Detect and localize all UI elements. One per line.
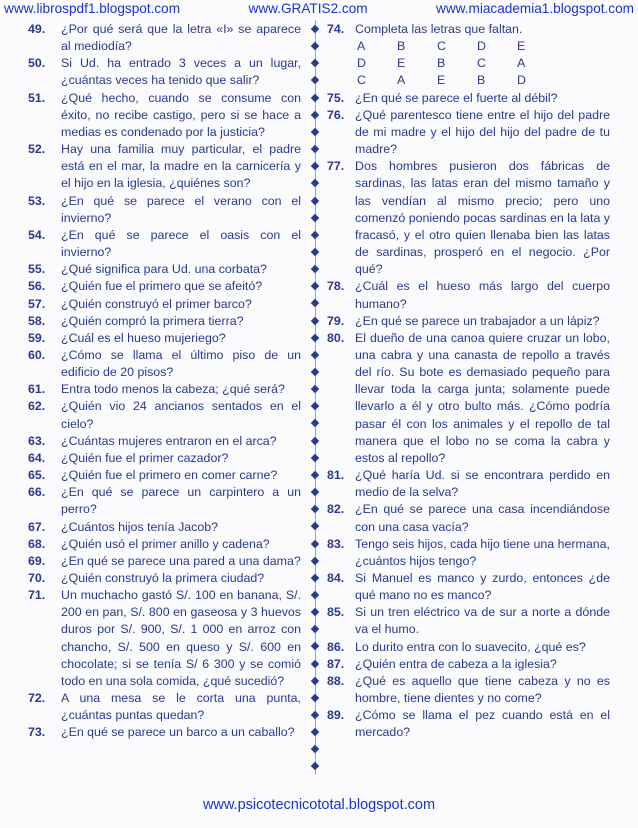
grid-letter: C: [437, 39, 446, 54]
divider-diamond: [311, 574, 319, 582]
divider-diamond: [311, 676, 319, 684]
question-84: [327, 570, 610, 604]
question-text: ¿Quién usó el primer anillo y cadena?: [61, 536, 270, 551]
divider-diamond: [311, 368, 319, 376]
divider-diamond: [311, 145, 319, 153]
divider-diamond: [311, 659, 319, 667]
divider-diamond: [311, 93, 319, 101]
question-80: [327, 330, 610, 467]
question-text: ¿En qué se parece el verano con el invierno?: [61, 193, 301, 225]
question-number: 71.: [28, 588, 46, 603]
question-65: [28, 467, 301, 484]
question-text: ¿Cuántos hijos tenía Jacob?: [61, 519, 219, 534]
question-text: Hay una familia muy particular, el padre está en el mar, la madre en la carnicería y el hijo en la iglesia, ¿quiénes son?: [61, 142, 301, 191]
divider-diamond: [311, 265, 319, 273]
question-text: ¿En qué se parece un barco a un caballo?: [61, 725, 295, 740]
question-number: 77.: [327, 159, 345, 174]
question-text: Si un tren eléctrico va de sur a norte a dónde va el humo.: [355, 605, 610, 637]
question-number: 89.: [327, 708, 345, 723]
divider-diamond: [311, 76, 319, 84]
question-number: 56.: [28, 279, 46, 294]
question-text: Si Ud. ha entrado 3 veces a un lugar, ¿cuántas veces ha tenido que salir?: [61, 56, 301, 88]
question-54: [28, 227, 301, 261]
right-questions: [327, 90, 610, 742]
question-number: 59.: [28, 330, 46, 345]
grid-letter: E: [437, 73, 446, 88]
divider-diamond: [311, 59, 319, 67]
question-text: ¿En qué se parece una casa incendiándose con una casa vacía?: [355, 502, 610, 534]
divider-diamond: [311, 333, 319, 341]
divider-diamond: [311, 128, 319, 136]
question-text: ¿En qué se parece un trabajador a un lápiz?: [355, 313, 600, 328]
question-64: [28, 450, 301, 467]
question-number: 49.: [28, 22, 46, 36]
question-number: 88.: [327, 673, 345, 688]
divider-diamond: [311, 522, 319, 530]
divider-diamond: [311, 316, 319, 324]
question-text: ¿Qué hecho, cuando se consume con éxito, no recibe castigo, pero si se hace a medias es condenado por la justicia?: [61, 90, 301, 139]
question-88: [327, 673, 610, 707]
question-number: 78.: [327, 279, 345, 294]
divider-diamond: [311, 436, 319, 444]
divider-diamond: [311, 556, 319, 564]
divider-diamond: [311, 419, 319, 427]
question-number: 65.: [28, 468, 46, 483]
question-79: [327, 313, 610, 330]
question-81: [327, 467, 610, 501]
grid-letter: B: [397, 39, 406, 54]
question-85: [327, 604, 610, 638]
grid-letter: B: [477, 73, 486, 88]
header-link-librospdf1[interactable]: www.librospdf1.blogspot.com: [4, 1, 181, 16]
question-87: [327, 656, 610, 673]
divider-diamond: [311, 642, 319, 650]
right-column: [327, 21, 610, 742]
question-53: [28, 193, 301, 227]
question-75: [327, 90, 610, 107]
footer-link-psicotecnicototal[interactable]: www.psicotecnicototal.blogspot.com: [202, 797, 436, 813]
question-58: [28, 313, 301, 330]
question-text: ¿Por qué será que la letra «I» se aparece al mediodía?: [61, 22, 301, 54]
question-text: A una mesa se le corta una punta, ¿cuántas puntas quedan?: [61, 691, 301, 723]
divider-diamond: [311, 694, 319, 702]
question-number: 51.: [28, 90, 46, 105]
grid-letter: D: [357, 56, 366, 71]
question-number: 72.: [28, 691, 46, 706]
question-86: [327, 639, 610, 656]
question-number: 52.: [28, 142, 46, 157]
divider-diamond: [311, 454, 319, 462]
question-text: ¿Quién fue el primero que se afeitó?: [61, 279, 263, 294]
letter-grid: [355, 38, 610, 89]
question-text: El dueño de una canoa quiere cruzar un lobo, una cabra y una canasta de repollo a través del río. Su bote es demasiado pequeño para llevar toda la carga junta; solamente puede llevarlo a él y otro bulto más. ¿Cómo podría pasar él con los animales y el repollo de tal manera que el lobo no se coma la cabra y estos al repollo?: [355, 330, 610, 465]
grid-letter: C: [477, 56, 486, 71]
divider-diamond: [311, 213, 319, 221]
question-63: [28, 433, 301, 450]
header: [0, 0, 638, 17]
divider-diamond: [311, 711, 319, 719]
grid-letter: A: [517, 56, 526, 71]
question-text: ¿Qué es aquello que tiene cabeza y no es hombre, tiene dientes y no come?: [355, 673, 610, 706]
divider-diamond: [311, 231, 319, 239]
question-text: ¿Cuál es el hueso mujeriego?: [61, 330, 226, 345]
question-number: 58.: [28, 313, 46, 328]
question-83: [327, 536, 610, 570]
question-number: 74.: [327, 22, 345, 36]
question-62: [28, 398, 301, 432]
question-78: [327, 278, 610, 312]
divider-diamond: [311, 608, 319, 616]
question-89: [327, 707, 610, 741]
question-text: ¿En qué se parece una pared a una dama?: [61, 553, 301, 568]
question-number: 84.: [327, 571, 345, 585]
question-text: ¿En qué se parece el fuerte al débil?: [355, 90, 558, 105]
question-text: Lo durito entra con lo suavecito, ¿qué es?: [355, 639, 586, 654]
divider-diamond: [311, 488, 319, 496]
question-71: [28, 587, 301, 690]
question-number: 75.: [327, 90, 345, 105]
question-text: Un muchacho gastó S/. 100 en banana, S/. 200 en pan, S/. 800 en gaseosa y 3 huevos duros por S/. 900, S/. 1 000 en arroz con chancho, S/. 500 en queso y S/. 600 en chocolate; si se tenía S/ 6 300 y se comió todo en una sola comida, ¿qué sucedió?: [61, 588, 301, 688]
question-51: [28, 90, 301, 141]
question-number: 83.: [327, 536, 345, 551]
question-text: ¿En qué se parece el oasis con el invierno?: [61, 227, 301, 260]
divider-diamond: [311, 299, 319, 307]
question-number: 70.: [28, 571, 46, 585]
question-59: [28, 330, 301, 347]
question-50: [28, 55, 301, 89]
question-69: [28, 553, 301, 570]
question-text: ¿Cómo se llama el pez cuando está en el mercado?: [355, 708, 610, 740]
question-text: Completa las letras que faltan.: [355, 22, 523, 36]
question-57: [28, 296, 301, 313]
question-text: ¿Quién construyó la primera ciudad?: [61, 571, 265, 585]
question-number: 67.: [28, 519, 46, 534]
question-text: ¿Quién compró la primera tierra?: [61, 313, 244, 328]
question-67: [28, 519, 301, 536]
question-number: 61.: [28, 382, 46, 397]
question-number: 82.: [327, 502, 345, 517]
question-number: 50.: [28, 56, 46, 71]
question-text: ¿Cuántas mujeres entraron en el arca?: [61, 433, 277, 448]
divider-diamond: [311, 745, 319, 753]
question-number: 69.: [28, 553, 46, 568]
divider-diamond: [311, 42, 319, 50]
question-text: ¿Quién fue el primer cazador?: [61, 450, 229, 465]
grid-letter: E: [517, 39, 526, 54]
question-61: [28, 381, 301, 398]
question-number: 80.: [327, 330, 345, 345]
question-74: [327, 21, 610, 38]
question-text: ¿En qué se parece un carpintero a un perro?: [61, 485, 301, 517]
question-text: ¿Quién construyó el primer barco?: [61, 296, 252, 311]
question-text: ¿Cuál es el hueso más largo del cuerpo humano?: [355, 279, 610, 311]
question-text: ¿Quién vio 24 ancianos sentados en el cielo?: [61, 399, 301, 431]
question-52: [28, 141, 301, 192]
question-text: Tengo seis hijos, cada hijo tiene una hermana, ¿cuántos hijos tengo?: [355, 536, 610, 568]
question-text: Entra todo menos la cabeza; ¿qué será?: [61, 382, 285, 397]
question-55: [28, 261, 301, 278]
question-72: [28, 690, 301, 724]
question-73: [28, 724, 301, 741]
question-number: 86.: [327, 639, 345, 654]
grid-letter: E: [397, 56, 406, 71]
question-number: 64.: [28, 450, 46, 465]
divider-diamond: [311, 282, 319, 290]
divider-diamond: [311, 385, 319, 393]
question-text: ¿Cómo se llama el último piso de un edificio de 20 pisos?: [61, 347, 301, 380]
divider-diamond: [311, 505, 319, 513]
header-link-miacademia1[interactable]: www.miacademia1.blogspot.com: [436, 1, 634, 16]
divider-diamond: [311, 539, 319, 547]
grid-letter: A: [397, 73, 406, 88]
question-text: ¿Qué parentesco tiene entre el hijo del padre de mi madre y el hijo del hijo del padre de tu madre?: [355, 107, 610, 157]
question-number: 54.: [28, 227, 46, 242]
divider-diamond: [311, 179, 319, 187]
divider-diamond: [311, 351, 319, 359]
question-number: 79.: [327, 313, 345, 328]
question-text: Dos hombres pusieron dos fábricas de sardinas, las latas eran del mismo tamaño y las vendían al mismo precio; pero uno comenzó poniendo pocas sardinas en la lata y fracasó, y el otro quien llenaba bien las latas de sardinas, prosperó en el negocio. ¿Por qué?: [355, 159, 610, 277]
divider-diamond: [311, 248, 319, 256]
question-77: [327, 158, 610, 278]
grid-letter: A: [357, 39, 366, 54]
divider-diamond: [311, 25, 319, 33]
question-number: 81.: [327, 468, 345, 483]
question-56: [28, 278, 301, 295]
question-number: 85.: [327, 605, 345, 620]
question-number: 76.: [327, 107, 345, 122]
divider-diamond: [311, 196, 319, 204]
question-text: Si Manuel es manco y zurdo, entonces ¿de qué mano no es manco?: [355, 571, 610, 603]
question-number: 87.: [327, 656, 345, 671]
divider-diamond: [311, 625, 319, 633]
left-column: [28, 21, 301, 742]
question-68: [28, 536, 301, 553]
question-49: [28, 21, 301, 55]
question-number: 63.: [28, 433, 46, 448]
divider-diamond: [311, 762, 319, 770]
question-number: 53.: [28, 193, 46, 208]
grid-letter: C: [357, 73, 366, 88]
column-divider: [311, 20, 319, 775]
footer: [0, 797, 638, 813]
question-text: ¿Quién entra de cabeza a la iglesia?: [355, 656, 557, 671]
divider-diamond: [311, 111, 319, 119]
grid-letter: B: [437, 56, 446, 71]
question-76: [327, 107, 610, 158]
question-text: ¿Quién fue el primero en comer carne?: [61, 468, 278, 483]
question-number: 55.: [28, 262, 46, 277]
question-number: 68.: [28, 536, 46, 551]
question-66: [28, 484, 301, 518]
grid-letter: D: [477, 39, 486, 54]
divider-diamond: [311, 471, 319, 479]
divider-diamond: [311, 162, 319, 170]
question-82: [327, 501, 610, 535]
divider-diamond: [311, 591, 319, 599]
question-number: 60.: [28, 347, 46, 362]
grid-letter: D: [517, 73, 526, 88]
question-text: ¿Qué haría Ud. si se encontrara perdido en medio de la selva?: [355, 468, 610, 500]
question-70: [28, 570, 301, 587]
header-link-gratis2[interactable]: www.GRATIS2.com: [248, 1, 368, 16]
question-number: 57.: [28, 296, 46, 311]
question-text: ¿Qué significa para Ud. una corbata?: [61, 262, 267, 277]
question-number: 66.: [28, 485, 46, 500]
question-number: 62.: [28, 399, 46, 414]
divider-diamond: [311, 728, 319, 736]
divider-diamond: [311, 402, 319, 410]
question-number: 73.: [28, 725, 46, 740]
question-60: [28, 347, 301, 381]
